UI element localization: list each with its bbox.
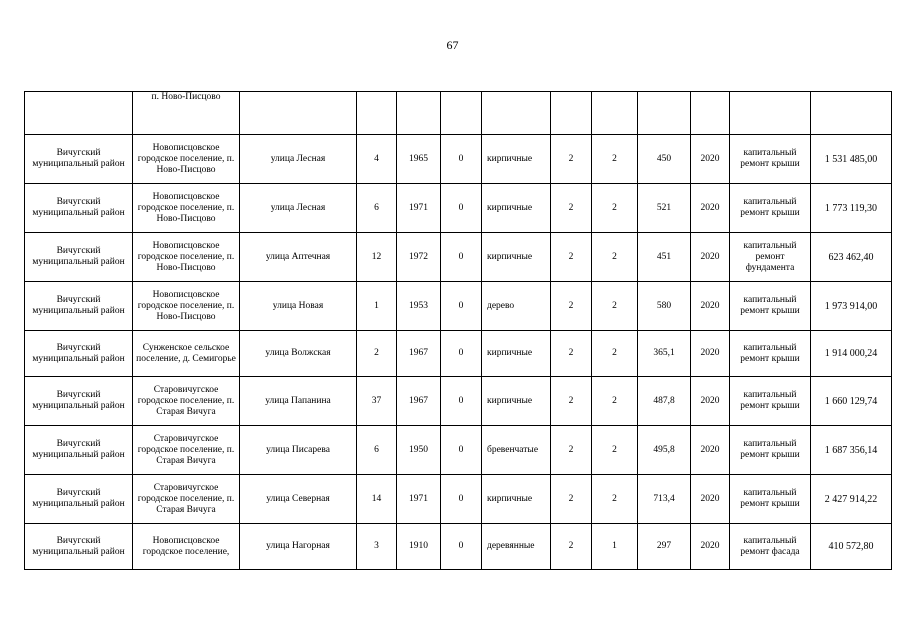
district-cell: Вичугский муниципальный район <box>25 524 133 570</box>
walls-cell: кирпичные <box>482 377 551 426</box>
walls-cell: кирпичные <box>482 184 551 233</box>
street-cell <box>240 92 357 135</box>
table-row <box>25 282 892 331</box>
year-cell: 1971 <box>397 184 441 233</box>
work-cell: капитальный ремонт крыши <box>730 135 811 184</box>
settlement-cell: п. Ново-Писцово <box>133 92 240 135</box>
cost-cell: 1 914 000,24 <box>811 331 892 377</box>
floors-cell: 2 <box>551 184 592 233</box>
house-cell <box>357 92 397 135</box>
district-cell: Вичугский муниципальный район <box>25 331 133 377</box>
area-cell: 451 <box>638 233 691 282</box>
district-cell: Вичугский муниципальный район <box>25 282 133 331</box>
house-cell: 2 <box>357 331 397 377</box>
street-cell: улица Аптечная <box>240 233 357 282</box>
floors-cell: 2 <box>551 377 592 426</box>
work-cell: капитальный ремонт крыши <box>730 475 811 524</box>
year-cell: 1965 <box>397 135 441 184</box>
zero-cell: 0 <box>441 377 482 426</box>
cost-cell <box>811 92 892 135</box>
district-cell: Вичугский муниципальный район <box>25 184 133 233</box>
plan-year-cell: 2020 <box>691 233 730 282</box>
year-cell: 1967 <box>397 377 441 426</box>
settlement-cell: Новописцовское городское поселение, п. Ново-Писцово <box>133 135 240 184</box>
floors-cell <box>551 92 592 135</box>
district-cell: Вичугский муниципальный район <box>25 426 133 475</box>
work-cell: капитальный ремонт крыши <box>730 331 811 377</box>
entrances-cell: 2 <box>592 331 638 377</box>
settlement-cell: Новописцовское городское поселение, п. Ново-Писцово <box>133 233 240 282</box>
district-cell: Вичугский муниципальный район <box>25 135 133 184</box>
work-cell: капитальный ремонт крыши <box>730 184 811 233</box>
cost-cell: 1 660 129,74 <box>811 377 892 426</box>
street-cell: улица Нагорная <box>240 524 357 570</box>
settlement-cell: Старовичугское городское поселение, п. Старая Вичуга <box>133 377 240 426</box>
entrances-cell <box>592 92 638 135</box>
work-cell: капитальный ремонт крыши <box>730 377 811 426</box>
settlement-cell: Старовичугское городское поселение, п. Старая Вичуга <box>133 475 240 524</box>
plan-year-cell: 2020 <box>691 135 730 184</box>
table-row <box>25 184 892 233</box>
floors-cell: 2 <box>551 524 592 570</box>
cost-cell: 1 531 485,00 <box>811 135 892 184</box>
walls-cell: бревенчатые <box>482 426 551 475</box>
walls-cell: деревянные <box>482 524 551 570</box>
house-cell: 6 <box>357 426 397 475</box>
house-cell: 3 <box>357 524 397 570</box>
cost-cell: 623 462,40 <box>811 233 892 282</box>
settlement-cell: Новописцовское городское поселение, <box>133 524 240 570</box>
settlement-cell: Новописцовское городское поселение, п. Ново-Писцово <box>133 184 240 233</box>
district-cell: Вичугский муниципальный район <box>25 377 133 426</box>
area-cell: 713,4 <box>638 475 691 524</box>
zero-cell: 0 <box>441 135 482 184</box>
zero-cell: 0 <box>441 524 482 570</box>
area-cell: 365,1 <box>638 331 691 377</box>
table-row-continuation <box>25 92 892 135</box>
floors-cell: 2 <box>551 331 592 377</box>
year-cell: 1971 <box>397 475 441 524</box>
table-row <box>25 331 892 377</box>
cost-cell: 410 572,80 <box>811 524 892 570</box>
entrances-cell: 2 <box>592 282 638 331</box>
walls-cell: кирпичные <box>482 331 551 377</box>
area-cell: 521 <box>638 184 691 233</box>
housing-repair-table <box>24 91 892 570</box>
area-cell: 450 <box>638 135 691 184</box>
entrances-cell: 2 <box>592 426 638 475</box>
plan-year-cell: 2020 <box>691 426 730 475</box>
entrances-cell: 2 <box>592 377 638 426</box>
table-row <box>25 135 892 184</box>
entrances-cell: 2 <box>592 233 638 282</box>
floors-cell: 2 <box>551 475 592 524</box>
street-cell: улица Волжская <box>240 331 357 377</box>
floors-cell: 2 <box>551 233 592 282</box>
street-cell: улица Лесная <box>240 184 357 233</box>
cost-cell: 1 773 119,30 <box>811 184 892 233</box>
year-cell <box>397 92 441 135</box>
house-cell: 4 <box>357 135 397 184</box>
page-number: 67 <box>446 38 459 52</box>
table-row <box>25 524 892 570</box>
year-cell: 1967 <box>397 331 441 377</box>
zero-cell: 0 <box>441 475 482 524</box>
year-cell: 1910 <box>397 524 441 570</box>
house-cell: 37 <box>357 377 397 426</box>
floors-cell: 2 <box>551 135 592 184</box>
floors-cell: 2 <box>551 282 592 331</box>
plan-year-cell: 2020 <box>691 475 730 524</box>
zero-cell: 0 <box>441 184 482 233</box>
entrances-cell: 1 <box>592 524 638 570</box>
district-cell <box>25 92 133 135</box>
walls-cell <box>482 92 551 135</box>
table-row <box>25 377 892 426</box>
area-cell: 487,8 <box>638 377 691 426</box>
walls-cell: кирпичные <box>482 135 551 184</box>
cost-cell: 2 427 914,22 <box>811 475 892 524</box>
zero-cell: 0 <box>441 233 482 282</box>
plan-year-cell: 2020 <box>691 377 730 426</box>
zero-cell: 0 <box>441 426 482 475</box>
plan-year-cell: 2020 <box>691 184 730 233</box>
year-cell: 1953 <box>397 282 441 331</box>
street-cell: улица Папанина <box>240 377 357 426</box>
plan-year-cell <box>691 92 730 135</box>
plan-year-cell: 2020 <box>691 282 730 331</box>
settlement-cell: Сунженское сельское поселение, д. Семигорье <box>133 331 240 377</box>
area-cell: 495,8 <box>638 426 691 475</box>
table-body <box>25 92 892 570</box>
area-cell: 297 <box>638 524 691 570</box>
entrances-cell: 2 <box>592 475 638 524</box>
work-cell: капитальный ремонт крыши <box>730 426 811 475</box>
house-cell: 1 <box>357 282 397 331</box>
settlement-cell: Новописцовское городское поселение, п. Ново-Писцово <box>133 282 240 331</box>
cost-cell: 1 687 356,14 <box>811 426 892 475</box>
street-cell: улица Писарева <box>240 426 357 475</box>
work-cell: капитальный ремонт фасада <box>730 524 811 570</box>
house-cell: 6 <box>357 184 397 233</box>
year-cell: 1950 <box>397 426 441 475</box>
table-row <box>25 233 892 282</box>
entrances-cell: 2 <box>592 135 638 184</box>
street-cell: улица Новая <box>240 282 357 331</box>
street-cell: улица Лесная <box>240 135 357 184</box>
zero-cell: 0 <box>441 282 482 331</box>
table-row <box>25 475 892 524</box>
work-cell: капитальный ремонт крыши <box>730 282 811 331</box>
house-cell: 12 <box>357 233 397 282</box>
area-cell: 580 <box>638 282 691 331</box>
floors-cell: 2 <box>551 426 592 475</box>
street-cell: улица Северная <box>240 475 357 524</box>
plan-year-cell: 2020 <box>691 524 730 570</box>
area-cell <box>638 92 691 135</box>
district-cell: Вичугский муниципальный район <box>25 233 133 282</box>
table-row <box>25 426 892 475</box>
cost-cell: 1 973 914,00 <box>811 282 892 331</box>
walls-cell: дерево <box>482 282 551 331</box>
zero-cell: 0 <box>441 331 482 377</box>
year-cell: 1972 <box>397 233 441 282</box>
entrances-cell: 2 <box>592 184 638 233</box>
work-cell: капитальный ремонт фундамента <box>730 233 811 282</box>
walls-cell: кирпичные <box>482 475 551 524</box>
settlement-cell: Старовичугское городское поселение, п. Старая Вичуга <box>133 426 240 475</box>
work-cell <box>730 92 811 135</box>
house-cell: 14 <box>357 475 397 524</box>
zero-cell <box>441 92 482 135</box>
plan-year-cell: 2020 <box>691 331 730 377</box>
district-cell: Вичугский муниципальный район <box>25 475 133 524</box>
walls-cell: кирпичные <box>482 233 551 282</box>
